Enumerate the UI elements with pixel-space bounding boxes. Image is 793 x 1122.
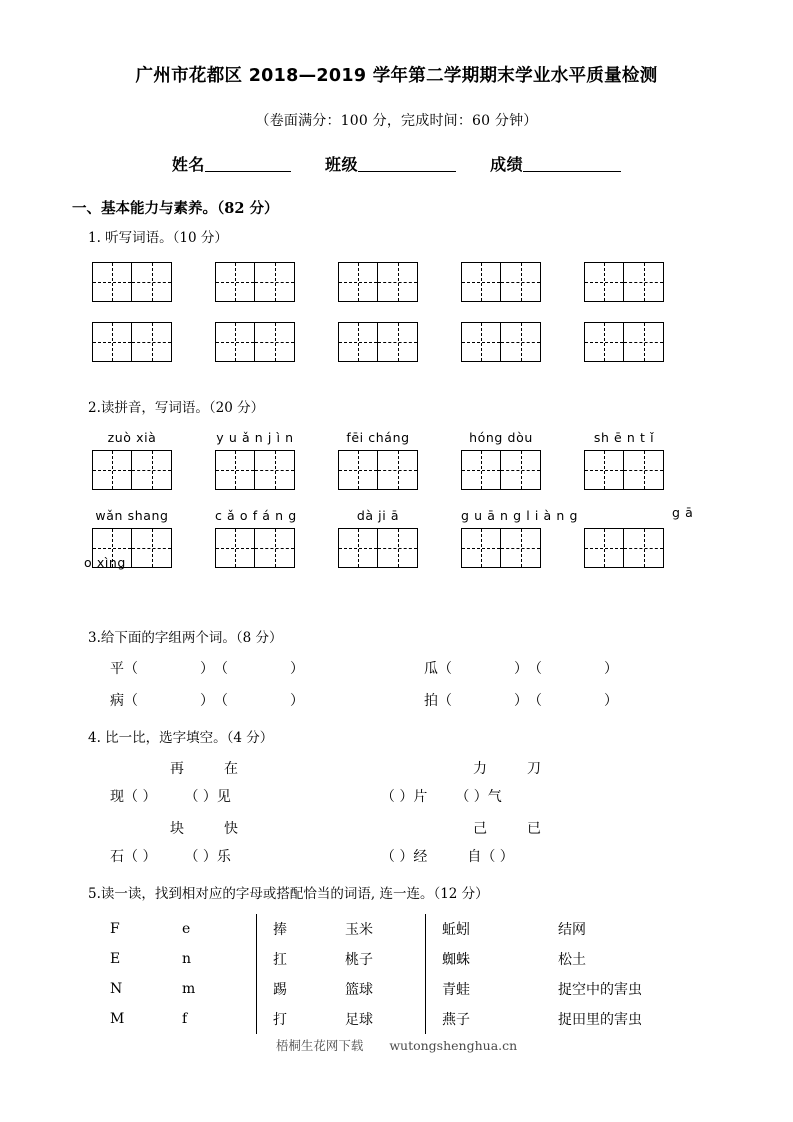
tianzige-cell[interactable] xyxy=(461,262,501,302)
table-row[interactable] xyxy=(108,914,642,944)
q5-uppercase-letter[interactable]: F xyxy=(110,921,120,937)
score-label: 成绩 xyxy=(490,155,524,174)
tianzige-cell[interactable] xyxy=(501,322,541,362)
footer-site-url: wutongshenghua.cn xyxy=(389,1038,518,1053)
q5-uppercase-letter[interactable]: M xyxy=(110,1011,125,1027)
q4-answer-slot[interactable]: （ ）经 xyxy=(380,849,428,865)
tianzige-cell[interactable] xyxy=(501,262,541,302)
tianzige-cell[interactable] xyxy=(338,450,378,490)
tianzige-cell[interactable] xyxy=(624,450,664,490)
q4-choice-char: 快 xyxy=(224,821,238,837)
q3-bracket[interactable]: （ ） xyxy=(124,661,214,677)
tianzige-cell[interactable] xyxy=(92,262,132,302)
tianzige-group[interactable] xyxy=(215,528,295,568)
tianzige-cell[interactable] xyxy=(461,322,501,362)
q5-matching-area xyxy=(0,902,793,1034)
q5-verb[interactable]: 捧 xyxy=(273,922,287,938)
q5-action[interactable]: 结网 xyxy=(558,922,586,938)
q4-block-1-answers xyxy=(0,778,793,806)
section-one-heading: 一、基本能力与素养。（82 分） xyxy=(72,200,279,217)
pinyin-label: zuò xià xyxy=(107,430,157,445)
q4-choice-char: 力 xyxy=(473,761,487,777)
footer-site-name: 梧桐生花网下载 xyxy=(275,1038,364,1053)
question-5-heading: 5.读一读，找到相对应的字母或搭配恰当的词语, 连一连。（12 分） xyxy=(88,886,489,902)
q3-row-1 xyxy=(0,646,793,678)
q1-grid-row-2 xyxy=(0,302,793,362)
q3-row-2 xyxy=(0,678,793,710)
q5-action[interactable]: 松土 xyxy=(558,952,586,968)
q5-object[interactable]: 桃子 xyxy=(345,952,373,968)
q5-animal[interactable]: 蚯蚓 xyxy=(442,922,470,938)
tianzige-cell[interactable] xyxy=(624,322,664,362)
tianzige-group[interactable] xyxy=(338,450,418,490)
tianzige-cell[interactable] xyxy=(215,322,255,362)
tianzige-group[interactable] xyxy=(584,528,664,568)
tianzige-group[interactable] xyxy=(584,322,664,362)
q4-choice-char: 己 xyxy=(473,821,487,837)
table-row[interactable] xyxy=(108,974,642,1004)
q2-grid-row-2 xyxy=(0,523,793,568)
page-title: 广州市花都区 2018—2019 学年第二学期期末学业水平质量检测 xyxy=(135,66,658,86)
tianzige-group[interactable] xyxy=(461,528,541,568)
pinyin-label: sh ē n t ǐ xyxy=(593,430,655,445)
q3-bracket[interactable]: （ ） xyxy=(124,693,214,709)
q3-char: 平 xyxy=(110,661,124,677)
tianzige-group[interactable] xyxy=(92,322,172,362)
name-field[interactable] xyxy=(172,152,291,175)
q3-bracket[interactable]: （ ） xyxy=(528,693,618,709)
q4-answer-slot[interactable]: （ ）乐 xyxy=(184,849,231,865)
q4-choice-char: 刀 xyxy=(527,761,541,777)
tianzige-cell[interactable] xyxy=(255,450,295,490)
q5-lowercase-letter[interactable]: n xyxy=(182,951,192,967)
question-3-heading: 3.给下面的字组两个词。（8 分） xyxy=(88,630,283,646)
tianzige-cell[interactable] xyxy=(461,450,501,490)
q5-animal[interactable]: 蜘蛛 xyxy=(442,952,470,968)
tianzige-cell[interactable] xyxy=(338,528,378,568)
q5-action[interactable]: 捉空中的害虫 xyxy=(558,982,642,998)
q4-block-2-answers xyxy=(0,838,793,866)
tianzige-cell[interactable] xyxy=(215,262,255,302)
tianzige-cell[interactable] xyxy=(92,450,132,490)
tianzige-group[interactable] xyxy=(584,450,664,490)
pinyin-label: wǎn shang xyxy=(95,508,169,523)
tianzige-cell[interactable] xyxy=(584,528,624,568)
tianzige-cell[interactable] xyxy=(584,322,624,362)
question-1-heading: 1. 听写词语。（10 分） xyxy=(88,230,228,246)
q5-lowercase-letter[interactable]: e xyxy=(182,921,191,937)
pinyin-wrap-fragment-right: g ā xyxy=(672,505,694,520)
q2-pinyin-row-1 xyxy=(0,416,793,445)
tianzige-cell[interactable] xyxy=(338,262,378,302)
q4-block-2-choices xyxy=(0,806,793,838)
tianzige-cell[interactable] xyxy=(215,528,255,568)
q3-char: 拍 xyxy=(424,693,438,709)
pinyin-label xyxy=(584,508,664,523)
tianzige-group[interactable] xyxy=(461,322,541,362)
q4-answer-slot[interactable]: （ ）见 xyxy=(184,789,231,805)
pinyin-label: g u ā n g l i à n g xyxy=(461,508,578,523)
tianzige-cell[interactable] xyxy=(501,450,541,490)
name-blank[interactable] xyxy=(205,157,291,172)
tianzige-group[interactable] xyxy=(338,322,418,362)
q4-choice-char: 已 xyxy=(527,821,541,837)
q4-choice-char: 在 xyxy=(224,761,238,777)
q3-bracket[interactable]: （ ） xyxy=(438,661,528,677)
tianzige-cell[interactable] xyxy=(255,262,295,302)
q3-bracket[interactable]: （ ） xyxy=(528,661,618,677)
tianzige-group[interactable] xyxy=(215,450,295,490)
table-row[interactable] xyxy=(108,944,642,974)
q4-answer-slot[interactable]: 自（ ） xyxy=(467,849,514,865)
tianzige-group[interactable] xyxy=(461,262,541,302)
q5-verb[interactable]: 扛 xyxy=(273,952,287,968)
tianzige-cell[interactable] xyxy=(624,262,664,302)
page-footer xyxy=(0,1036,793,1054)
pinyin-label: dà ji ā xyxy=(356,508,400,523)
tianzige-cell[interactable] xyxy=(255,528,295,568)
q5-animal[interactable]: 青蛙 xyxy=(442,982,470,998)
q3-char: 瓜 xyxy=(424,661,438,677)
pinyin-label: c ǎ o f á n g xyxy=(215,508,297,523)
tianzige-cell[interactable] xyxy=(584,262,624,302)
tianzige-group[interactable] xyxy=(215,262,295,302)
tianzige-cell[interactable] xyxy=(255,322,295,362)
q5-uppercase-letter[interactable]: N xyxy=(110,981,123,997)
q3-bracket[interactable]: （ ） xyxy=(438,693,528,709)
q5-match-table xyxy=(108,914,642,1034)
q5-uppercase-letter[interactable]: E xyxy=(110,951,121,967)
q4-answer-slot[interactable]: （ ）气 xyxy=(455,789,502,805)
tianzige-group[interactable] xyxy=(92,528,172,568)
class-label: 班级 xyxy=(324,155,358,174)
score-field[interactable] xyxy=(490,152,621,175)
tianzige-cell[interactable] xyxy=(92,528,132,568)
tianzige-cell[interactable] xyxy=(378,528,418,568)
pinyin-label: fēi cháng xyxy=(346,430,410,445)
q5-lowercase-letter[interactable]: m xyxy=(182,981,196,997)
tianzige-group[interactable] xyxy=(338,528,418,568)
q5-animal[interactable]: 燕子 xyxy=(442,1012,470,1028)
student-info-line xyxy=(0,130,793,175)
class-field[interactable] xyxy=(325,152,456,175)
tianzige-cell[interactable] xyxy=(132,450,172,490)
name-label: 姓名 xyxy=(171,155,205,174)
table-row[interactable] xyxy=(108,1004,642,1034)
tianzige-cell[interactable] xyxy=(378,262,418,302)
q4-answer-slot[interactable]: （ ）片 xyxy=(380,789,428,805)
q3-char: 病 xyxy=(110,693,124,709)
q4-answer-slot[interactable]: 现（ ） xyxy=(110,789,157,805)
q4-choice-char: 块 xyxy=(170,821,184,837)
q1-grid-row-1 xyxy=(0,246,793,302)
q5-action[interactable]: 捉田里的害虫 xyxy=(558,1012,642,1028)
tianzige-group[interactable] xyxy=(215,322,295,362)
tianzige-cell[interactable] xyxy=(378,450,418,490)
q5-verb[interactable]: 踢 xyxy=(273,982,287,998)
q5-object[interactable]: 玉米 xyxy=(345,922,373,938)
tianzige-cell[interactable] xyxy=(132,528,172,568)
question-2-heading: 2.读拼音，写词语。（20 分） xyxy=(88,400,265,416)
score-blank[interactable] xyxy=(523,157,621,172)
tianzige-cell[interactable] xyxy=(215,450,255,490)
q5-verb[interactable]: 打 xyxy=(273,1012,287,1028)
tianzige-group[interactable] xyxy=(584,262,664,302)
q5-object[interactable]: 足球 xyxy=(345,1012,373,1028)
tianzige-cell[interactable] xyxy=(584,450,624,490)
tianzige-cell[interactable] xyxy=(338,322,378,362)
q3-bracket[interactable]: （ ） xyxy=(214,693,304,709)
q5-lowercase-letter[interactable]: f xyxy=(182,1011,188,1027)
tianzige-group[interactable] xyxy=(338,262,418,302)
tianzige-cell[interactable] xyxy=(624,528,664,568)
q3-bracket[interactable]: （ ） xyxy=(214,661,304,677)
class-blank[interactable] xyxy=(358,157,456,172)
pinyin-label: hóng dòu xyxy=(469,430,533,445)
tianzige-cell[interactable] xyxy=(461,528,501,568)
tianzige-cell[interactable] xyxy=(92,322,132,362)
tianzige-group[interactable] xyxy=(92,450,172,490)
q5-object[interactable]: 篮球 xyxy=(345,982,373,998)
q2-grid-row-1 xyxy=(0,445,793,490)
tianzige-cell[interactable] xyxy=(132,262,172,302)
pinyin-wrap-fragment-left: o xìng xyxy=(84,555,126,570)
pinyin-label: y u ǎ n j ì n xyxy=(216,430,294,445)
tianzige-cell[interactable] xyxy=(501,528,541,568)
question-4-heading: 4. 比一比，选字填空。（4 分） xyxy=(88,730,274,746)
q4-block-1-choices xyxy=(0,746,793,778)
tianzige-group[interactable] xyxy=(461,450,541,490)
tianzige-group[interactable] xyxy=(92,262,172,302)
q4-answer-slot[interactable]: 石（ ） xyxy=(110,849,157,865)
tianzige-cell[interactable] xyxy=(378,322,418,362)
tianzige-cell[interactable] xyxy=(132,322,172,362)
exam-subtitle: （卷面满分：100 分，完成时间：60 分钟） xyxy=(255,113,538,129)
q4-choice-char: 再 xyxy=(170,761,184,777)
